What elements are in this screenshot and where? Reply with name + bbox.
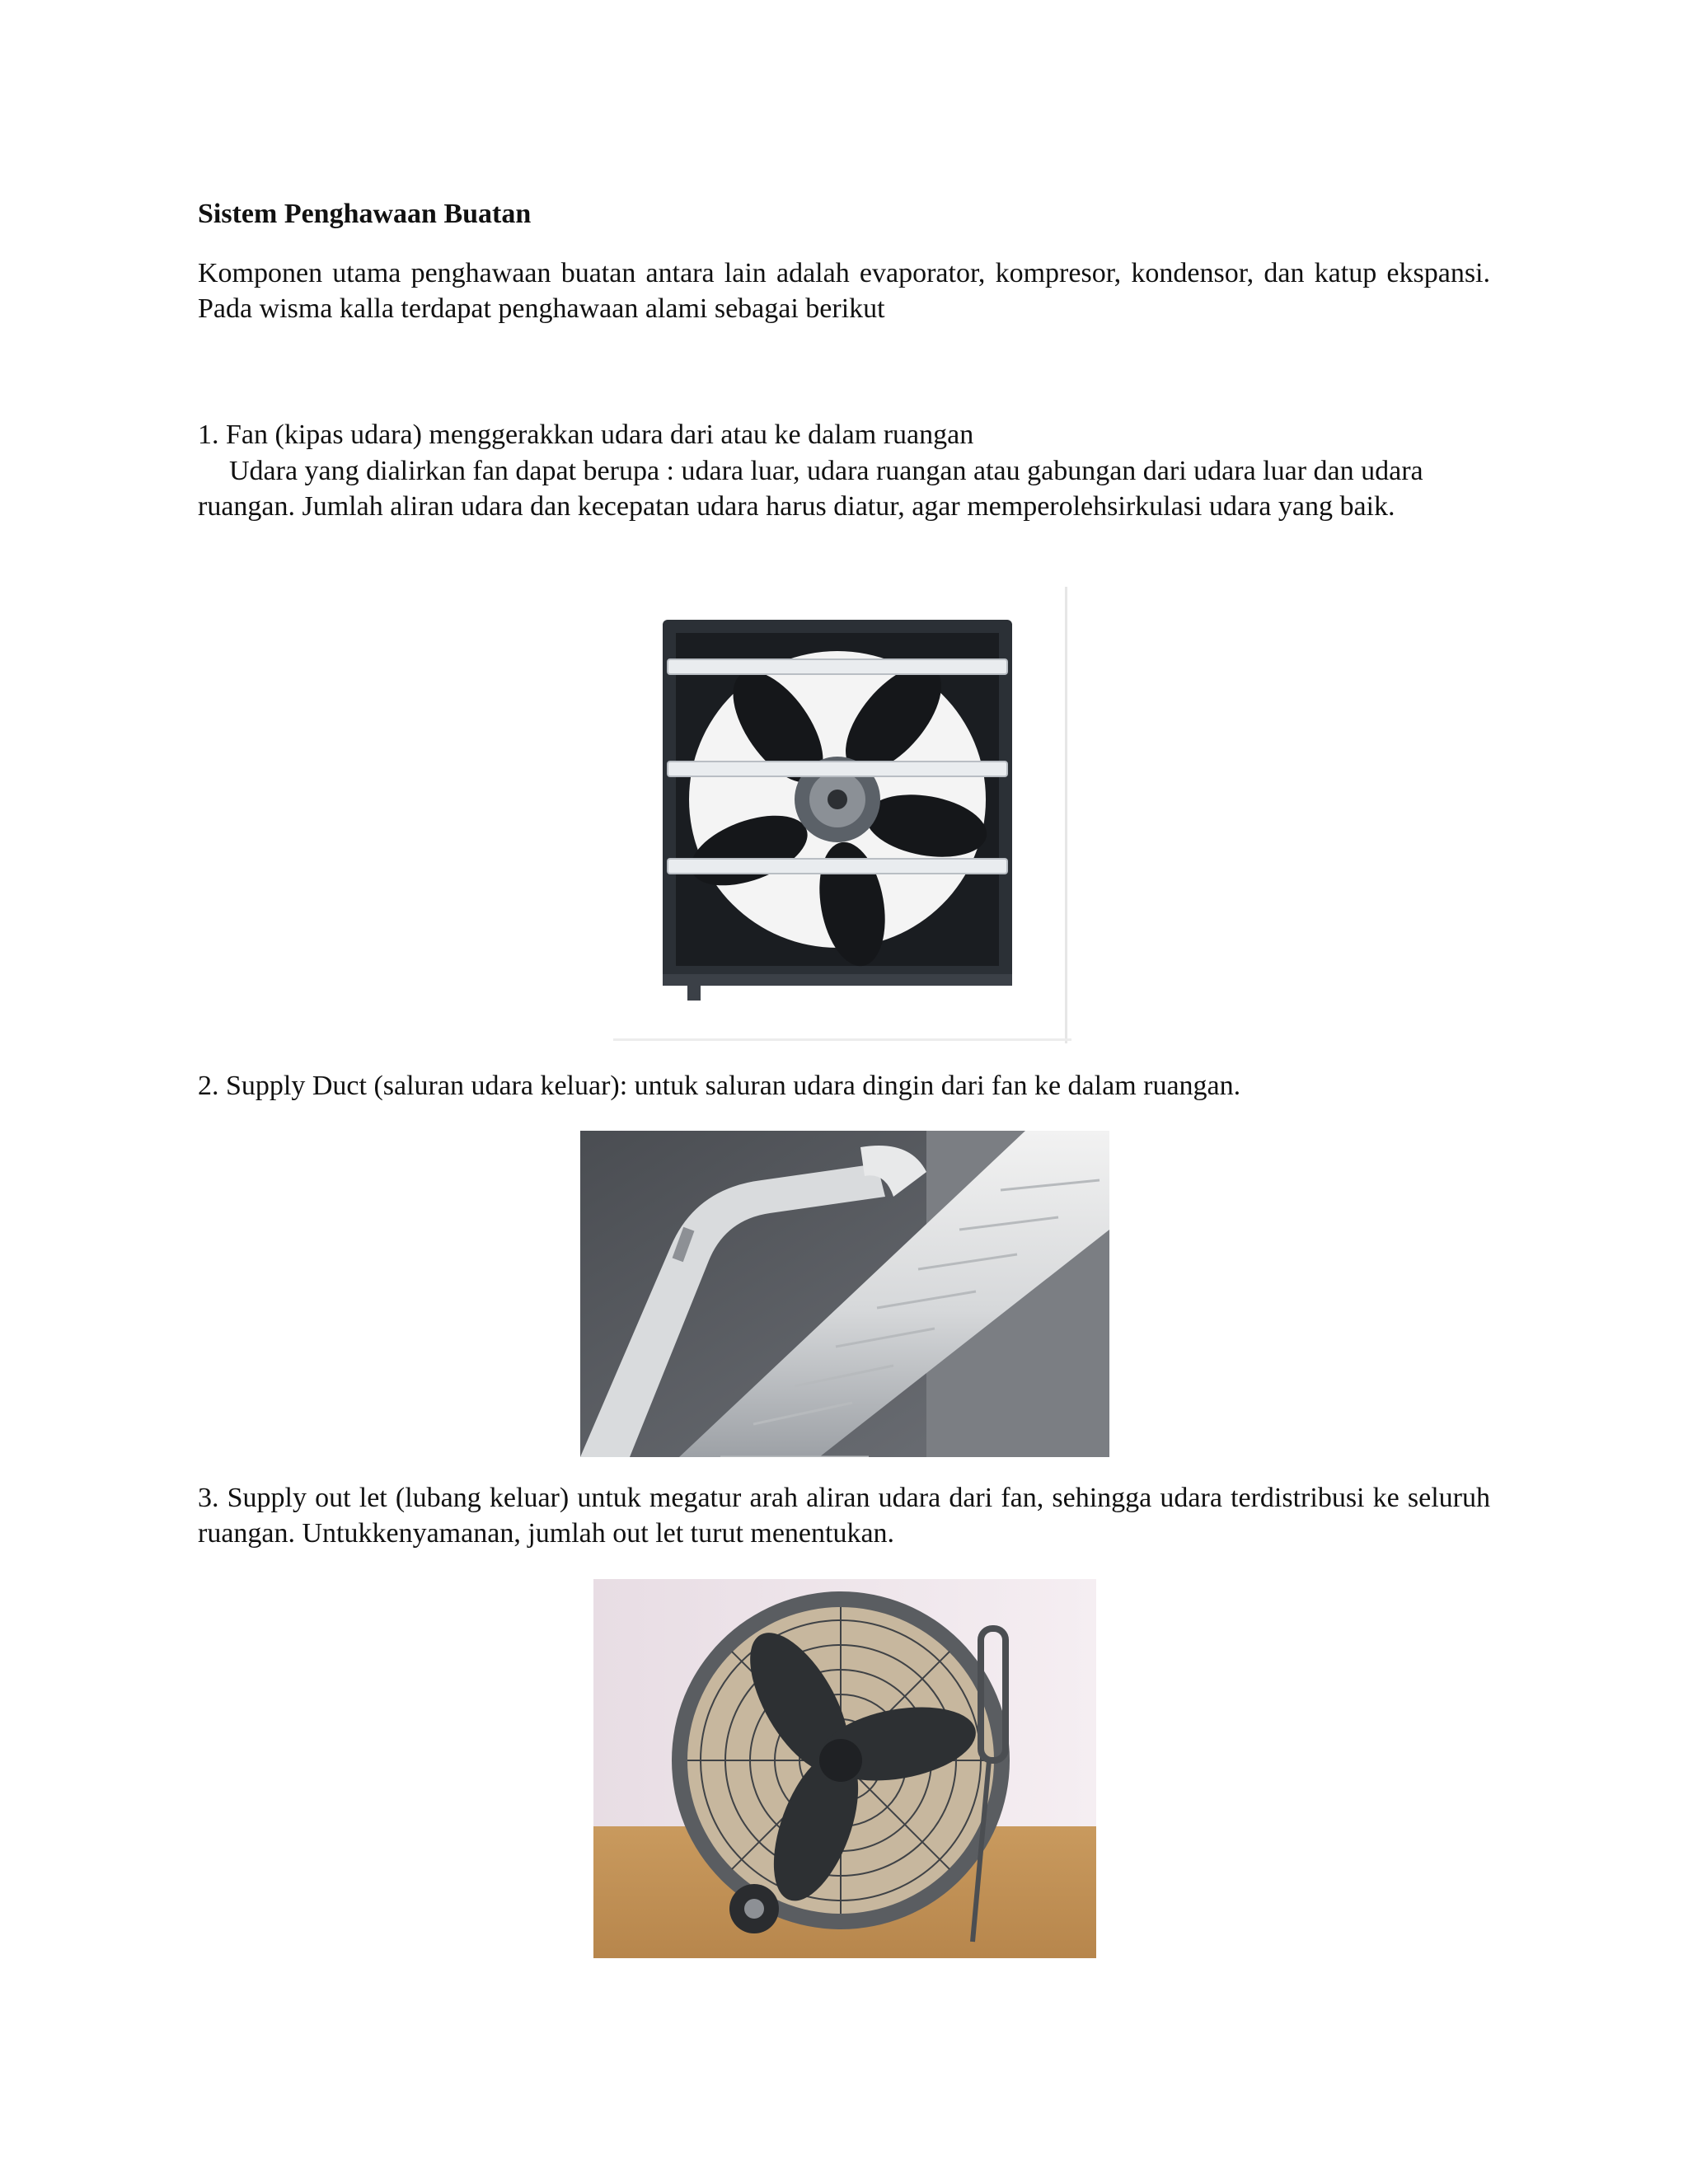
supply-duct-image: [580, 1131, 1109, 1457]
item-1-description: Udara yang dialirkan fan dapat berupa : udara luar, udara ruangan atau gabungan dari udara luar dan udara ruangan. Jumlah aliran udara dan kecepatan udara harus diatur, agar memperolehsirkulasi udara yang baik.: [198, 456, 1423, 522]
intro-paragraph: Komponen utama penghawaan buatan antara lain adalah evaporator, kompresor, kondensor, dan katup ekspansi. Pada wisma kalla terdapat penghawaan alami sebagai berikut: [198, 258, 1490, 324]
item-3-text: 3. Supply out let (lubang keluar) untuk megatur arah aliran udara dari fan, sehingga udara terdistribusi ke seluruh ruangan. Untukkenyamanan, jumlah out let turut menentukan.: [198, 1483, 1490, 1549]
drum-fan-image: [593, 1579, 1096, 1958]
exhaust-fan-image: [613, 587, 1071, 1043]
document-title: Sistem Penghawaan Buatan: [198, 199, 532, 229]
item-2-text: 2. Supply Duct (saluran udara keluar): untuk saluran udara dingin dari fan ke dalam ruangan.: [198, 1071, 1241, 1101]
item-1-heading: 1. Fan (kipas udara) menggerakkan udara dari atau ke dalam ruangan: [198, 419, 974, 450]
